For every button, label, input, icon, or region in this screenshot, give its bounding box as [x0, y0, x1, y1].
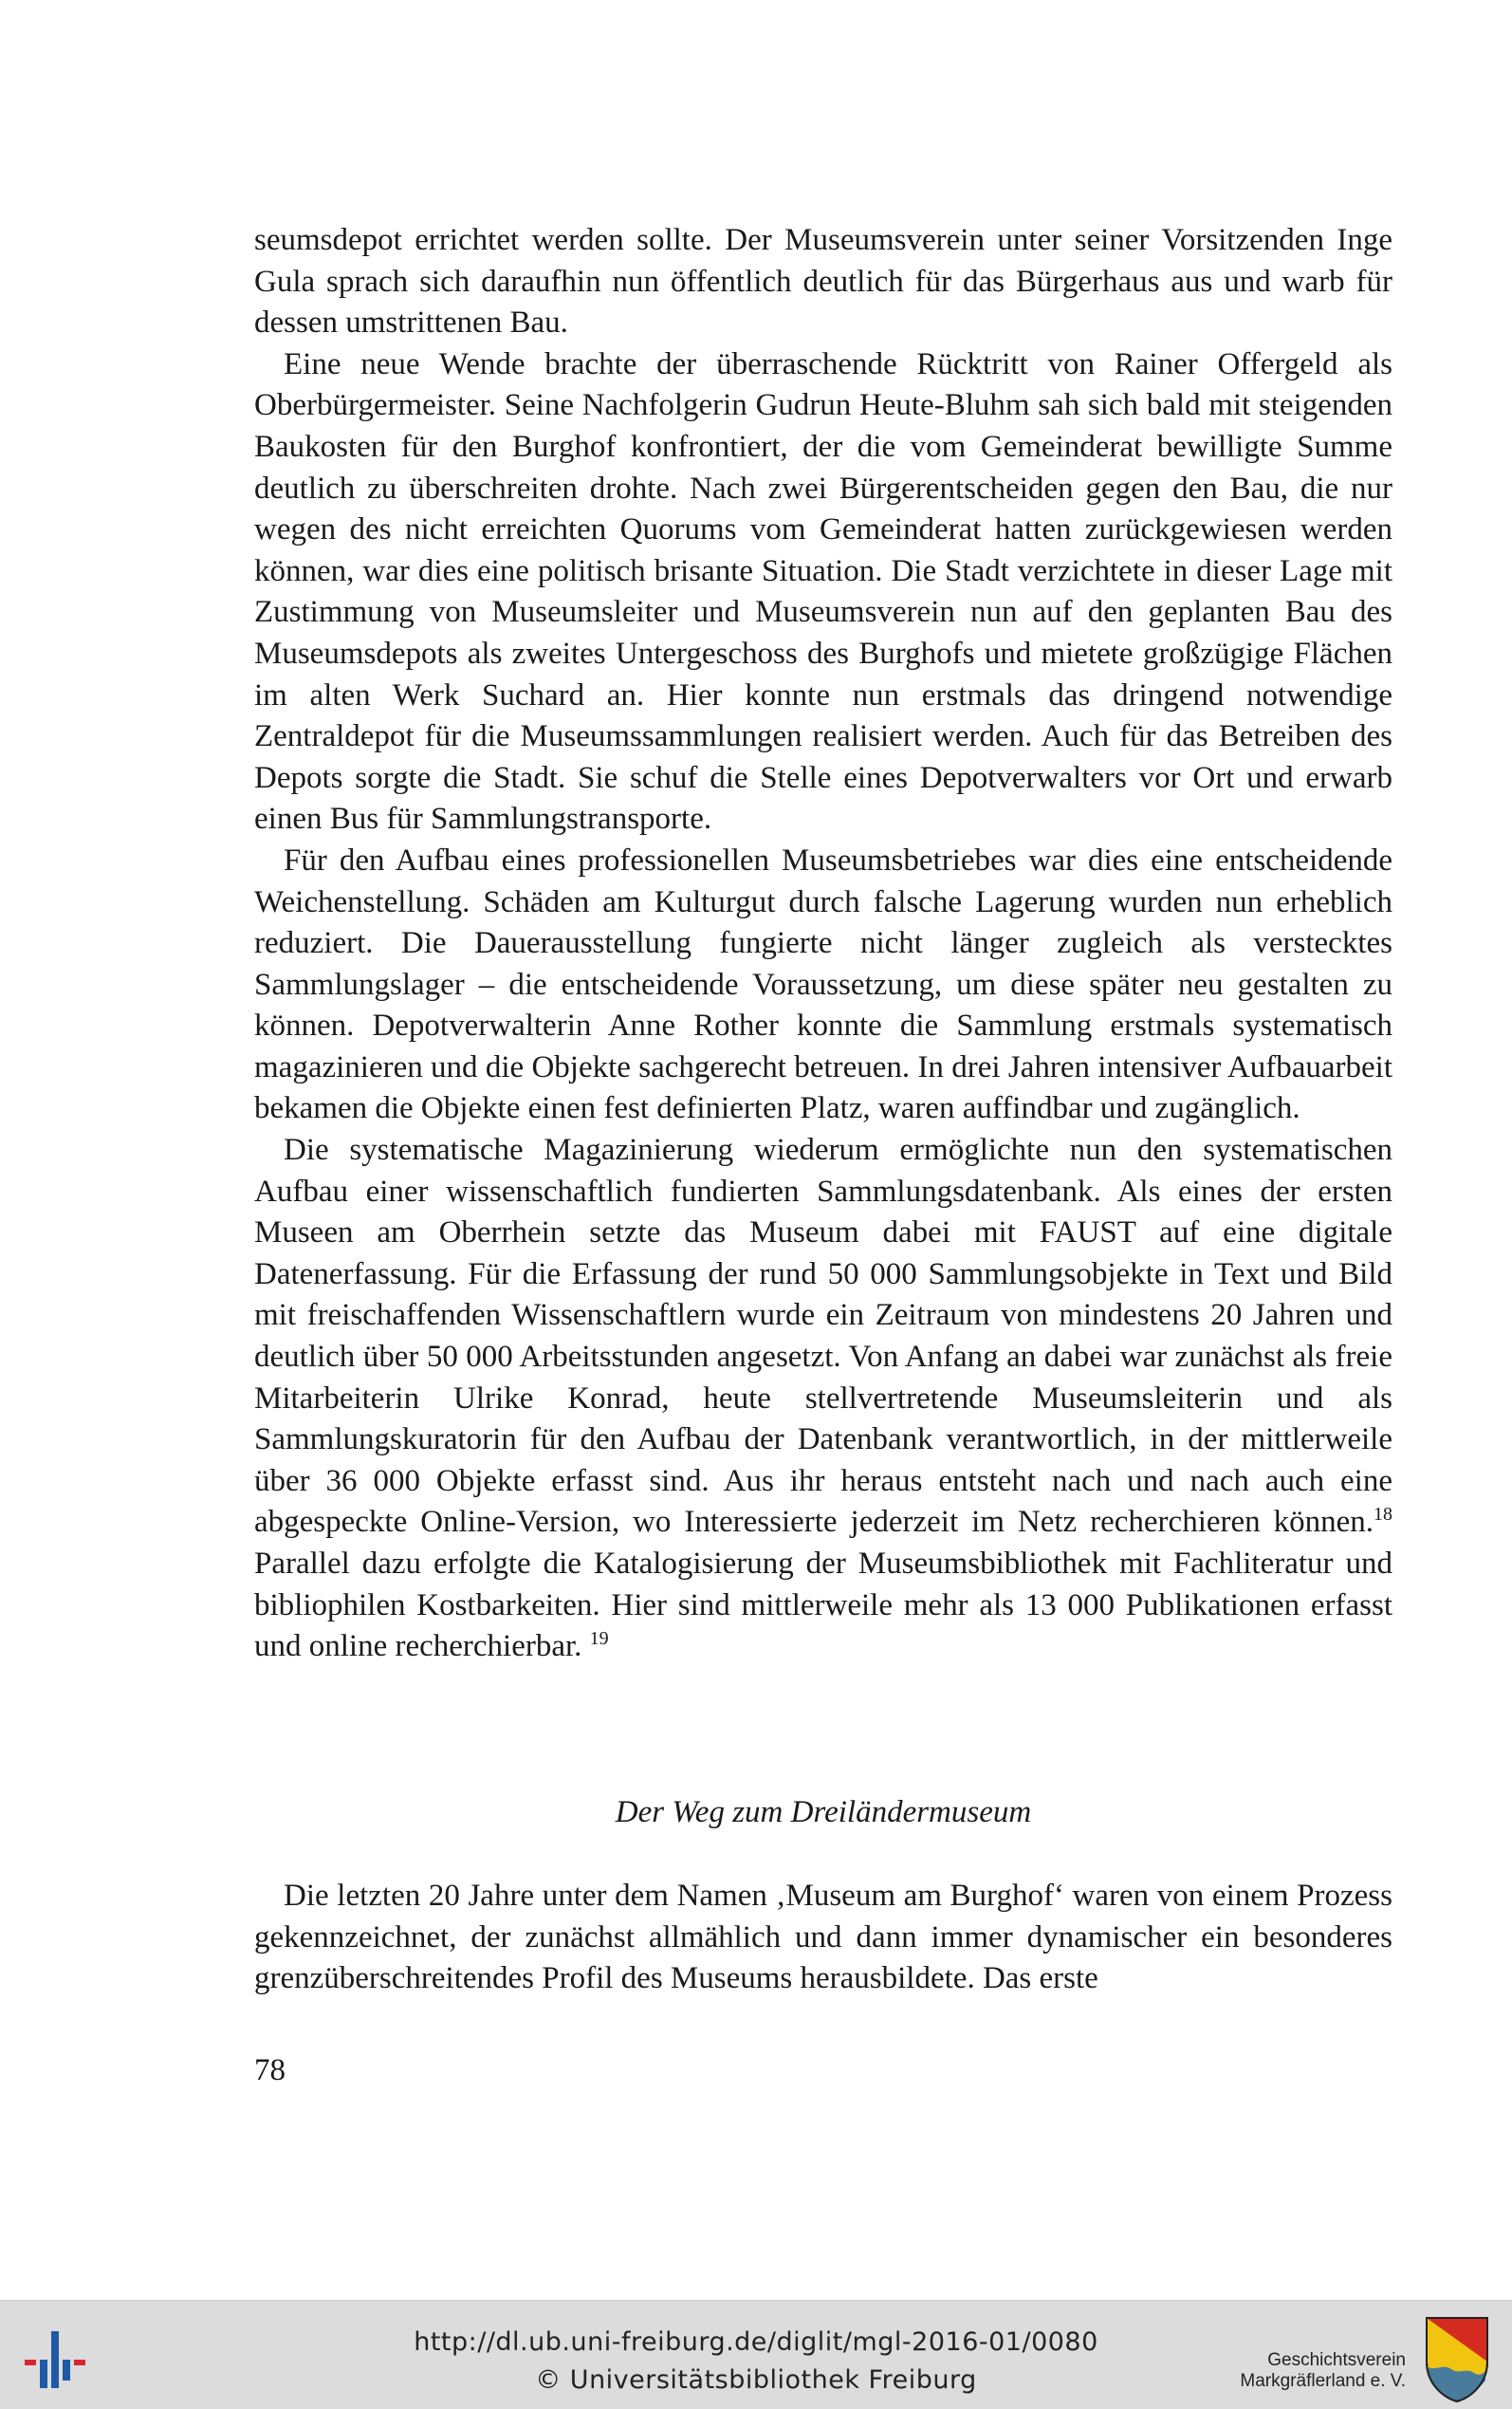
section-heading: Der Weg zum Dreiländermuseum	[615, 1795, 1032, 1829]
society-name-line2: Markgräflerland e. V.	[1240, 2371, 1406, 2391]
coat-of-arms-icon	[1423, 2314, 1491, 2403]
page-number: 78	[254, 2053, 286, 2087]
paragraph-4	[254, 1130, 1392, 1668]
paragraph-4-part-b: Parallel dazu erfolgte die Katalogisierung der Museumsbibliothek mit Fachliteratur und bibliophilen Kostbarkeiten. Hier sind mittlerweile mehr als 13 000 Publikationen erfasst und online recherchierbar.	[254, 1547, 1392, 1664]
society-name-line1: Geschichtsverein	[1267, 2350, 1406, 2370]
footer-bar	[0, 2300, 1512, 2409]
paragraph-5: Die letzten 20 Jahre unter dem Namen ‚Museum am Burghof‘ waren von einem Prozess gekennzeichnet, der zunächst allmählich und dann immer dynamischer ein besonderes grenzüberschreitendes Profil des Museums herausbildete. Das erste	[254, 1879, 1392, 1996]
copyright-notice: © Universitätsbibliothek Freiburg	[535, 2365, 977, 2395]
body-text-continued	[254, 1876, 1392, 2000]
paragraph-2: Eine neue Wende brachte der überraschende Rücktritt von Rainer Offergeld als Oberbürgermeister. Seine Nachfolgerin Gudrun Heute-Bluhm sah sich bald mit steigenden Baukosten für den Burghof konfrontiert, der die vom Gemeinderat bewilligte Summe deutlich zu überschreiten drohte. Nach zwei Bürgerentscheiden gegen den Bau, die nur wegen des nicht erreichten Quorums vom Gemeinderat hatten zurückgewiesen werden können, war dies eine politisch brisante Situation. Die Stadt verzichtete in dieser Lage mit Zustimmung von Museumsleiter und Museumsverein nun auf den geplanten Bau des Museumsdepots als zweites Untergeschoss des Burghofs und mietete großzügige Flächen im alten Werk Suchard an. Hier konnte nun erstmals das dringend notwendige Zentraldepot für die Museumssammlungen realisiert werden. Auch für das Betreiben des Depots sorgte die Stadt. Sie schuf die Stelle eines Depotverwalters vor Ort und erwarb einen Bus für Sammlungstransporte.	[254, 346, 1392, 837]
source-url-link[interactable]: http://dl.ub.uni-freiburg.de/diglit/mgl-2016-01/0080	[414, 2327, 1098, 2357]
paragraph-1: seumsdepot errichtet werden sollte. Der Museumsverein unter seiner Vorsitzenden Inge Gula sprach sich daraufhin nun öffentlich deutlich für das Bürgerhaus aus und warb für dessen umstrittenen Bau.	[254, 223, 1392, 341]
society-name	[1216, 2350, 1406, 2392]
paragraph-3: Für den Aufbau eines professionellen Museumsbetriebes war dies eine entscheidende Weichenstellung. Schäden am Kulturgut durch falsche Lagerung wurden nun erheblich reduziert. Die Dauerausstellung fungierte nicht länger zugleich als verstecktes Sammlungslager – die entscheidende Voraussetzung, um diese später neu gestalten zu können. Depotverwalterin Anne Rother konnte die Sammlung erstmals systematisch magazinieren und die Objekte sachgerecht betreuen. In drei Jahren intensiver Aufbauarbeit bekamen die Objekte einen fest definierten Platz, waren auffindbar und zugänglich.	[254, 843, 1392, 1126]
footnote-ref-19[interactable]: 19	[589, 1628, 609, 1650]
footnote-ref-18[interactable]: 18	[1374, 1504, 1392, 1526]
body-text	[254, 220, 1392, 1668]
paragraph-4-part-a: Die systematische Magazinierung wiederum ermöglichte nun den systematischen Aufbau einer wissenschaftlich fundierten Sammlungsdatenbank. Als eines der ersten Museen am Oberrhein setzte das Museum dabei mit FAUST auf eine digitale Datenerfassung. Für die Erfassung der rund 50 000 Sammlungsobjekte in Text und Bild mit freischaffenden Wissenschaftlern wurde ein Zeitraum von mindestens 20 Jahren und deutlich über 50 000 Arbeitsstunden angesetzt. Von Anfang an dabei war zunächst als freie Mitarbeiterin Ulrike Konrad, heute stellvertretende Museumsleiterin und als Sammlungskuratorin für den Aufbau der Datenbank verantwortlich, in der mittlerweile über 36 000 Objekte erfasst sind. Aus ihr heraus entsteht nach und nach auch eine abgespeckte Online-Version, wo Interessierte jederzeit im Netz recherchieren können.	[254, 1133, 1392, 1540]
